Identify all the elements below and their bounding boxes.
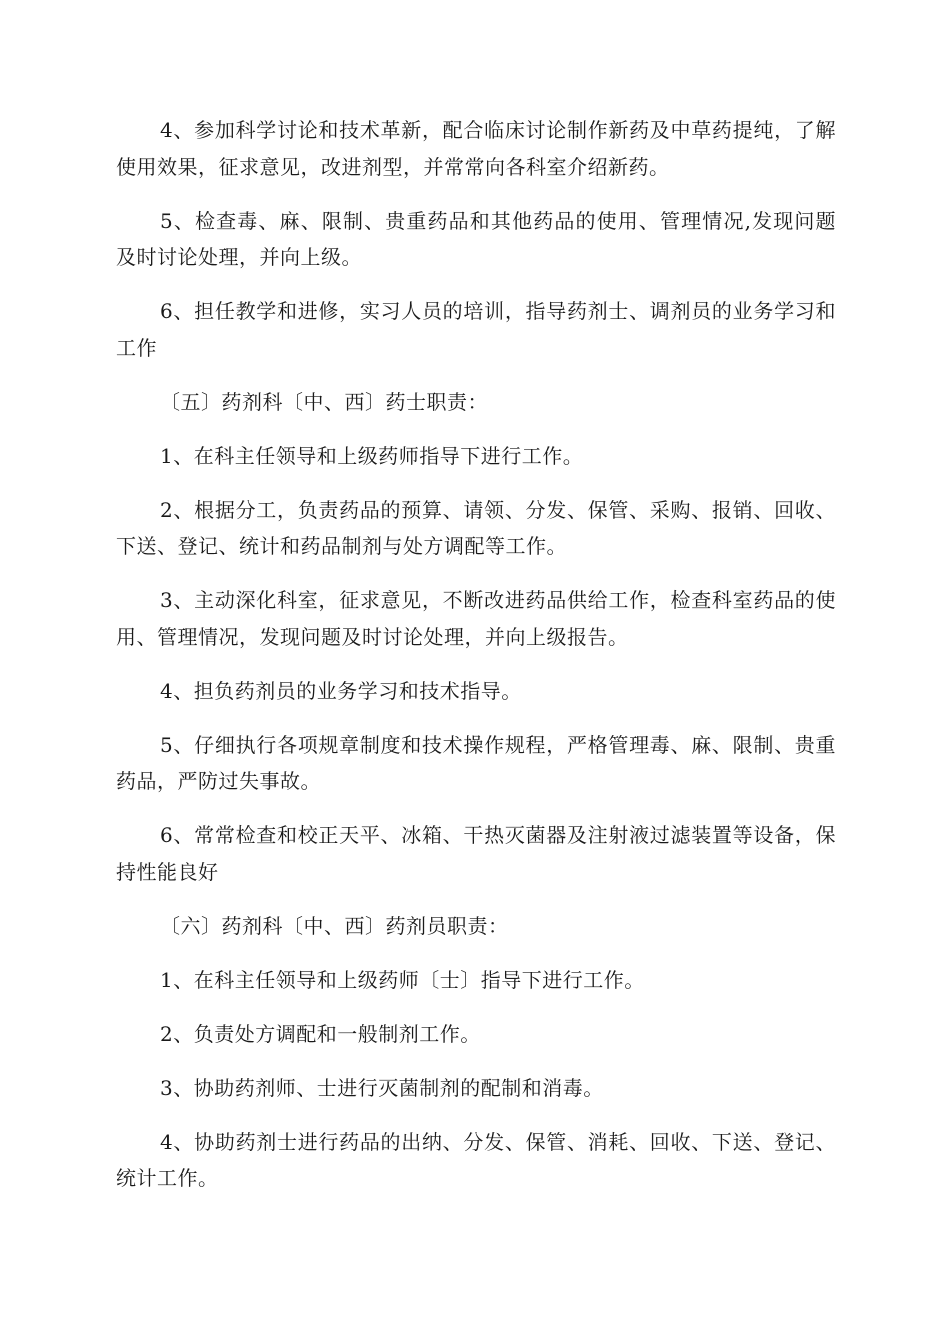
paragraph-assistant-duty-4: 4、担负药剂员的业务学习和技术指导。 bbox=[160, 678, 522, 703]
paragraph-assistant-duty-6: 6、常常检查和校正天平、冰箱、干热灭菌器及注射液过滤装置等设备，保持性能良好 bbox=[116, 823, 836, 884]
paragraph-clerk-duty-4: 4、协助药剂士进行药品的出纳、分发、保管、消耗、回收、下送、登记、统计工作。 bbox=[116, 1129, 836, 1190]
section-heading-pharmacist-assistant: 〔五〕药剂科〔中、西〕药士职责： bbox=[160, 389, 488, 414]
paragraph-clerk-duty-3: 3、协助药剂师、士进行灭菌制剂的配制和消毒。 bbox=[160, 1075, 604, 1100]
paragraph-duty-4-research: 4、参加科学讨论和技术革新，配合临床讨论制作新药及中草药提纯，了解使用效果，征求意见，改进剂型，并常常向各科室介绍新药。 bbox=[116, 118, 836, 179]
paragraph-clerk-duty-1: 1、在科主任领导和上级药师〔士〕指导下进行工作。 bbox=[160, 967, 645, 992]
document-body bbox=[116, 112, 836, 1214]
paragraph-assistant-duty-5: 5、仔细执行各项规章制度和技术操作规程，严格管理毒、麻、限制、贵重药品，严防过失事故。 bbox=[116, 732, 836, 793]
paragraph-duty-6-teaching: 6、担任教学和进修，实习人员的培训，指导药剂士、调剂员的业务学习和工作 bbox=[116, 299, 836, 360]
paragraph-assistant-duty-3: 3、主动深化科室，征求意见，不断改进药品供给工作，检查科室药品的使用、管理情况，发现问题及时讨论处理，并向上级报告。 bbox=[116, 588, 836, 649]
paragraph-duty-5-inspection: 5、检查毒、麻、限制、贵重药品和其他药品的使用、管理情况,发现问题及时讨论处理，并向上级。 bbox=[116, 208, 836, 269]
paragraph-assistant-duty-1: 1、在科主任领导和上级药师指导下进行工作。 bbox=[160, 443, 584, 468]
paragraph-clerk-duty-2: 2、负责处方调配和一般制剂工作。 bbox=[160, 1021, 481, 1046]
section-heading-pharmacy-clerk: 〔六〕药剂科〔中、西〕药剂员职责： bbox=[160, 913, 509, 938]
paragraph-assistant-duty-2: 2、根据分工，负责药品的预算、请领、分发、保管、采购、报销、回收、下送、登记、统计和药品制剂与处方调配等工作。 bbox=[116, 497, 836, 558]
